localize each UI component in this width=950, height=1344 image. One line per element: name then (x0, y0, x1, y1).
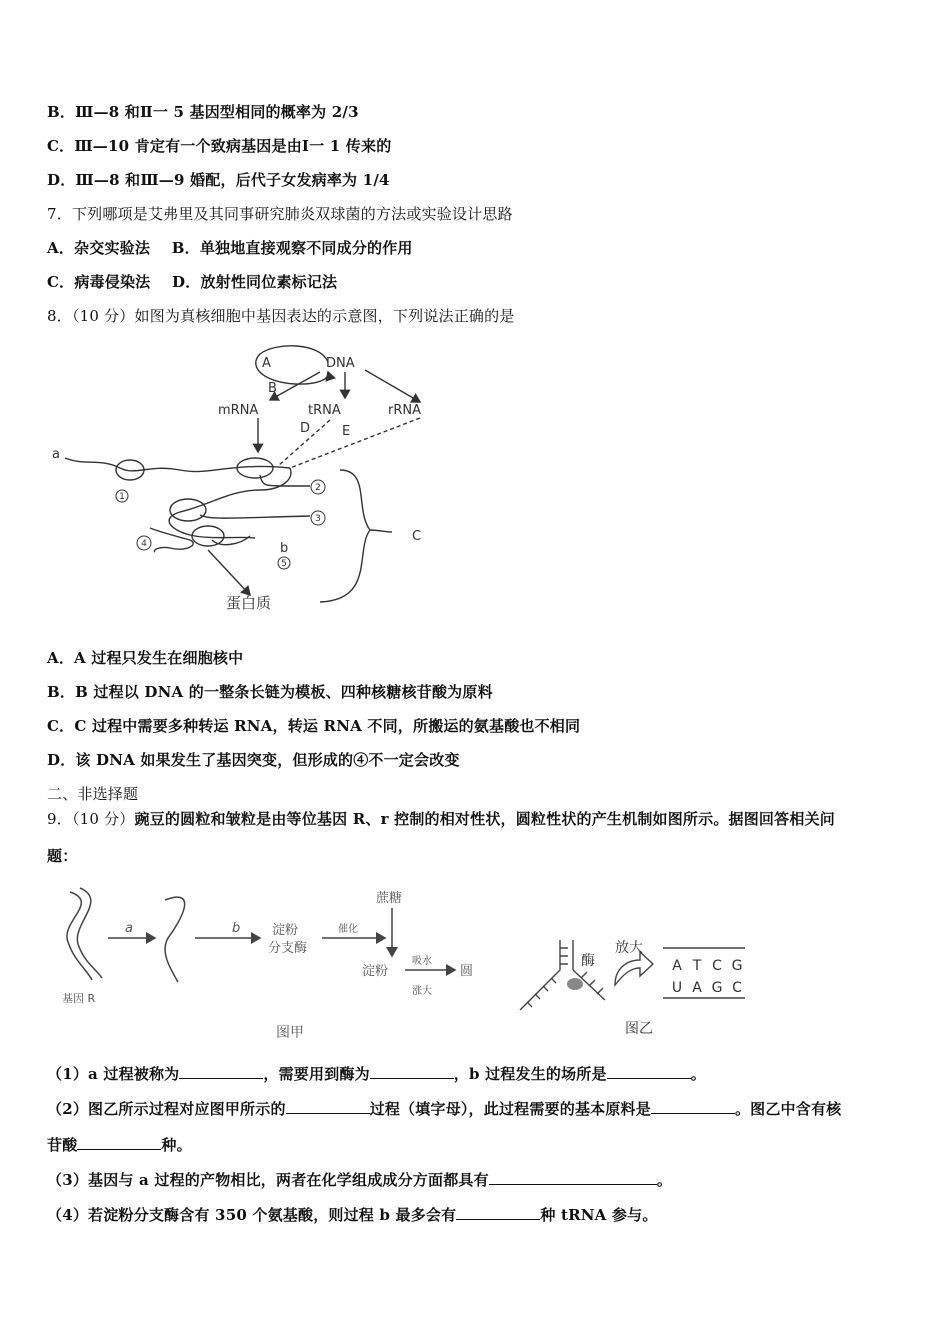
q8-stem (47, 306, 515, 326)
q9-sub1-part-c: ，b 过程发生的场所是 (453, 1065, 607, 1083)
label-trna: tRNA (308, 403, 341, 418)
base-row1-4: G (731, 958, 743, 974)
q8-option-a: A．A 过程只发生在细胞核中 (47, 649, 244, 667)
caption-yi: 图乙 (625, 1021, 653, 1037)
q9-sub4 (47, 1204, 658, 1225)
q9-sub1-part-a: （1）a 过程被称为 (47, 1065, 180, 1083)
q9-sub2-part-b: 过程（填字母），此过程需要的基本原料是 (369, 1100, 651, 1118)
q9-stem-line1 (47, 809, 835, 829)
gene-expression-figure (40, 340, 470, 615)
base-row2-2: A (692, 980, 702, 996)
label-swell: 涨大 (412, 986, 432, 997)
q9-sub2-part-a: （2）图乙所示过程对应图甲所示的 (47, 1100, 286, 1118)
label-round: 圆 (460, 964, 474, 979)
label-mrna: mRNA (218, 403, 259, 418)
q9-blank-3[interactable] (607, 1063, 691, 1079)
q9-sub2 (47, 1098, 841, 1119)
q9-sub3-part-a: （3）基因与 a 过程的产物相比，两者在化学组成成分方面都具有 (47, 1171, 489, 1189)
enlarge-arrow (615, 952, 653, 985)
q7-option-d: D．放射性同位素标记法 (172, 273, 338, 291)
marker-1: 1 (119, 492, 125, 502)
polypeptide-4 (150, 528, 193, 552)
arrow-to-rrna (365, 370, 420, 402)
q8-option-b: B．B 过程以 DNA 的一整条长链为模板、四种核糖核苷酸为原料 (47, 683, 493, 701)
label-catalyze: 催化 (338, 924, 358, 935)
label-enzyme: 酶 (581, 953, 595, 969)
q7-stem-text: 下列哪项是艾弗里及其同事研究肺炎双球菌的方法或实验设计思路 (71, 205, 513, 223)
arrow-to-protein (208, 550, 250, 595)
label-a-process: A (262, 356, 271, 371)
enzyme-blob (567, 978, 583, 990)
q9-sub2-part-d: 苷酸 (47, 1136, 78, 1154)
label-rrna: rRNA (388, 403, 421, 418)
base-row2-3: G (711, 980, 723, 996)
label-enzyme-line2: 分支酶 (268, 941, 308, 956)
label-c: C (412, 529, 422, 544)
q9-blank-4[interactable] (286, 1098, 370, 1114)
arrow-to-mrna (270, 372, 320, 400)
mrna-curve (165, 897, 185, 982)
q9-sub3 (47, 1169, 672, 1190)
figure-jia (50, 882, 490, 1042)
q9-blank-6[interactable] (77, 1134, 161, 1150)
base-row1-3: C (712, 958, 722, 974)
q9-score: （10 分） (71, 810, 135, 828)
figure-yi (515, 930, 755, 1040)
q7-number: 7． (47, 205, 72, 223)
base-row1-1: A (672, 958, 682, 974)
dna-fork-left (520, 940, 560, 1010)
fork-teeth (527, 948, 568, 1007)
q8-option-d: D．该 DNA 如果发生了基因突变，但形成的④不一定会改变 (47, 751, 460, 769)
q9-blank-1[interactable] (179, 1063, 263, 1079)
q9-sub2-part-e: 种。 (161, 1136, 192, 1154)
label-small-b: b (280, 541, 289, 556)
label-d: D (300, 421, 311, 436)
q9-blank-2[interactable] (370, 1063, 454, 1079)
q9-sub3-part-b: 。 (656, 1171, 673, 1189)
q7-option-c: C．病毒侵染法 (47, 273, 151, 291)
label-dna: DNA (326, 356, 355, 371)
q9-sub4-part-a: （4）若淀粉分支酶含有 350 个氨基酸，则过程 b 最多会有 (47, 1206, 457, 1224)
marker-3: 3 (315, 514, 321, 524)
ribosome-top (237, 458, 273, 478)
label-b-process: B (268, 381, 277, 396)
base-row1-2: T (692, 958, 702, 974)
polypeptide-3 (200, 515, 310, 518)
q8-score: （10 分） (71, 307, 135, 325)
q9-stem-line2: 题： (47, 847, 78, 865)
q9-blank-7[interactable] (489, 1169, 657, 1185)
label-absorb: 吸水 (412, 956, 432, 967)
base-pairs (672, 958, 743, 996)
q9-stem-text: 豌豆的圆粒和皱粒是由等位基因 R、r 控制的相对性状，圆粒性状的产生机制如图所示。据图回答相关问 (134, 810, 835, 828)
label-small-a: a (52, 447, 60, 462)
q7-options-ab (47, 238, 413, 258)
q9-sub4-part-b: 种 tRNA 参与。 (540, 1206, 658, 1224)
q6-option-d: D．Ⅲ—8 和Ⅲ—9 婚配，后代子女发病率为 1/4 (47, 171, 390, 189)
q8-number: 8． (47, 307, 72, 325)
label-sucrose: 蔗糖 (376, 891, 403, 906)
mrna-strand (65, 458, 290, 472)
q8-stem-text: 如图为真核细胞中基因表达的示意图，下列说法正确的是 (134, 307, 515, 325)
q7-option-a: A．杂交实验法 (47, 239, 151, 257)
caption-jia: 图甲 (276, 1025, 304, 1041)
label-enlarge: 放大 (615, 940, 643, 956)
marker-2: 2 (315, 483, 321, 493)
q9-blank-5[interactable] (651, 1098, 735, 1114)
polypeptide-2 (260, 475, 310, 486)
q7-options-cd (47, 272, 337, 292)
gene-dna-strand-1 (67, 892, 92, 980)
base-row2-1: U (671, 980, 683, 996)
marker-5: 5 (281, 559, 287, 569)
q9-sub2-cont (47, 1134, 192, 1155)
label-gene-r: 基因 R (62, 992, 96, 1005)
label-b-arrow: b (232, 921, 241, 936)
label-protein: 蛋白质 (226, 594, 272, 612)
q9-sub1-part-b: ，需要用到酶为 (263, 1065, 370, 1083)
label-starch: 淀粉 (362, 964, 389, 979)
label-a-arrow: a (125, 921, 133, 936)
base-row2-4: C (732, 980, 742, 996)
label-e: E (342, 424, 351, 439)
brace-c (320, 470, 392, 602)
q9-sub1-part-d: 。 (690, 1065, 706, 1083)
marker-4: 4 (141, 539, 147, 549)
q9-blank-8[interactable] (456, 1204, 540, 1220)
q6-option-c: C．Ⅲ—10 肯定有一个致病基因是由Ⅰ一 1 传来的 (47, 137, 392, 155)
q9-number: 9． (47, 810, 72, 828)
mrna-strand-2 (169, 468, 291, 538)
label-enzyme-line1: 淀粉 (272, 923, 299, 938)
q7-option-b: B．单独地直接观察不同成分的作用 (171, 239, 413, 257)
q8-option-c: C．C 过程中需要多种转运 RNA，转运 RNA 不同，所搬运的氨基酸也不相同 (47, 717, 581, 735)
section-heading: 二、非选择题 (47, 785, 139, 803)
q7-stem (47, 204, 513, 224)
q9-sub2-part-c: 。图乙中含有核 (734, 1100, 842, 1118)
q9-sub1 (47, 1063, 706, 1084)
rna-teeth (581, 972, 603, 994)
q6-option-b: B．Ⅲ—8 和Ⅱ一 5 基因型相同的概率为 2/3 (47, 103, 359, 121)
